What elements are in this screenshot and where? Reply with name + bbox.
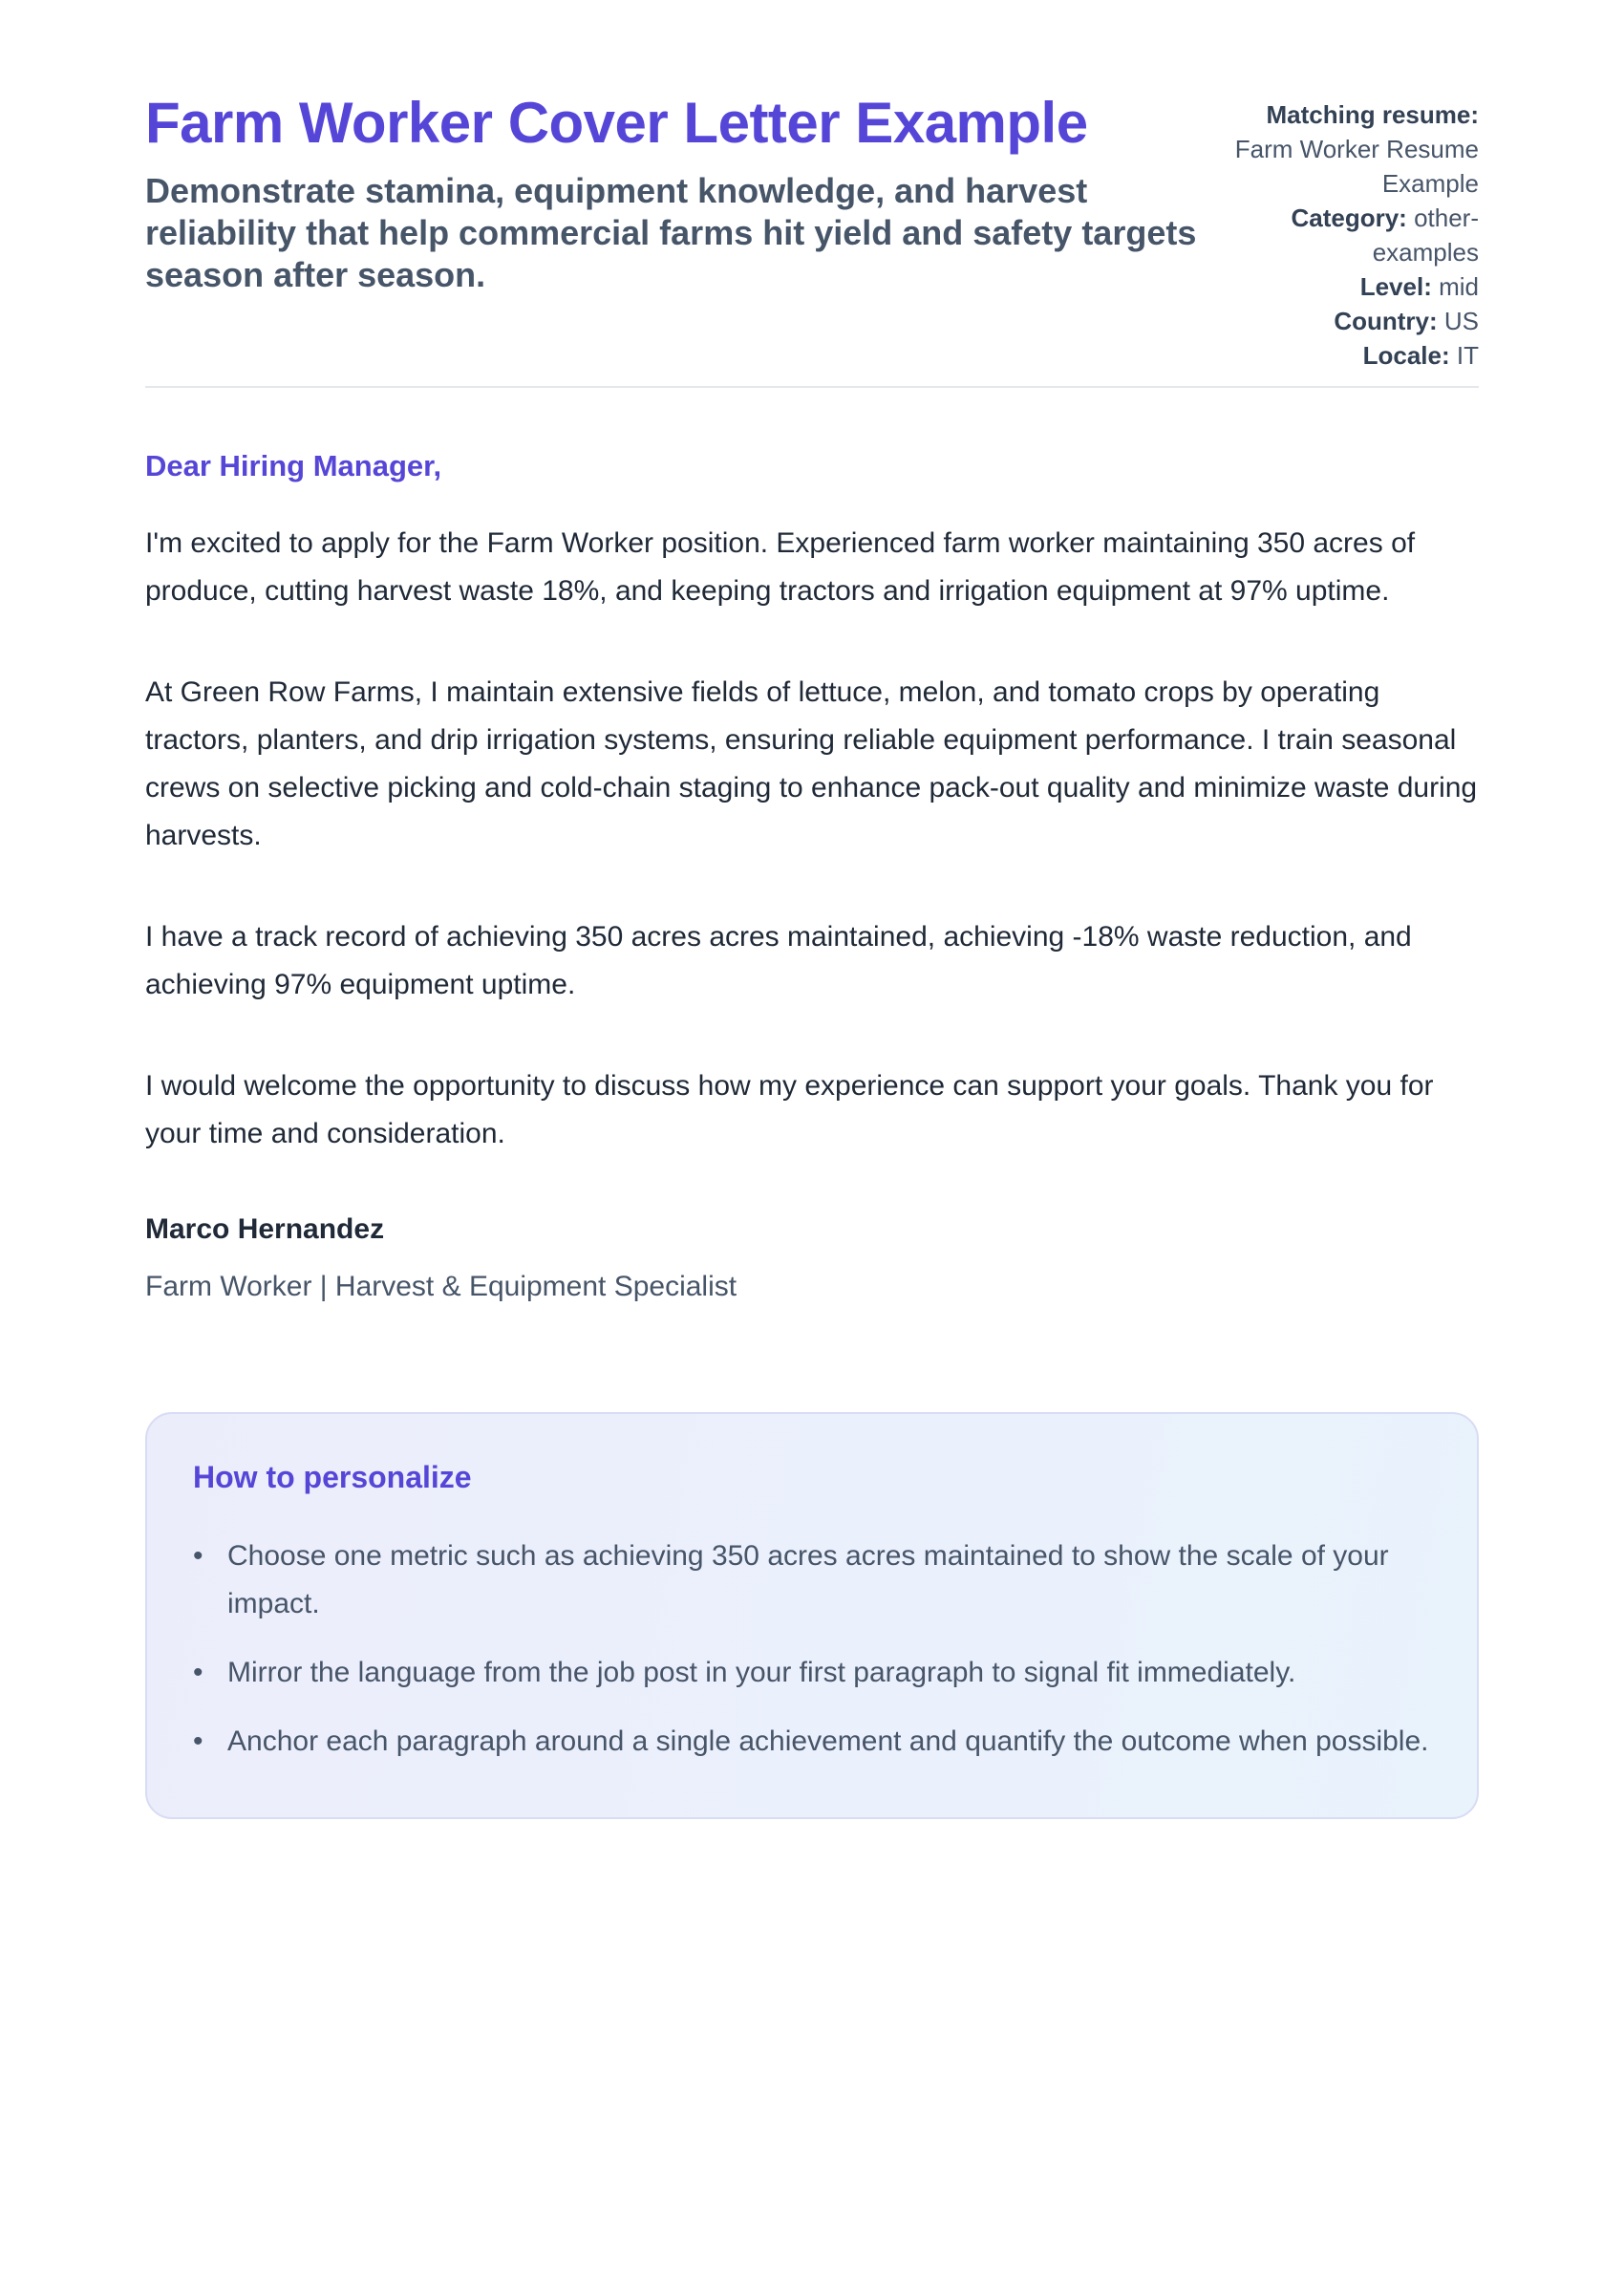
meta-category [1219, 201, 1479, 269]
signature-role: Farm Worker | Harvest & Equipment Specialist [145, 1271, 737, 1302]
meta-value: mid [1439, 272, 1479, 301]
tips-list [193, 1532, 1431, 1766]
meta-label: Category: [1291, 204, 1407, 232]
how-to-personalize-box [145, 1412, 1479, 1819]
letter-body [145, 447, 1479, 1305]
letter-paragraph: I would welcome the opportunity to discuss how my experience can support your goals. Thank you for your time and consideration. [145, 1070, 1434, 1149]
list-item [193, 1532, 1431, 1628]
tip-text: Mirror the language from the job post in your first paragraph to signal fit immediately. [227, 1657, 1296, 1688]
meta-label: Country: [1334, 307, 1438, 335]
letter-paragraph: At Green Row Farms, I maintain extensive fields of lettuce, melon, and tomato crops by operating tractors, planters, and drip irrigation systems, ensuring reliable equipment performance. I train seasonal crews on selective picking and cold-chain staging to enhance pack-out quality and minimize waste during harvests. [145, 676, 1478, 851]
meta-value: Farm Worker Resume Example [1234, 135, 1479, 198]
meta-country [1219, 304, 1479, 338]
meta-label: Matching resume: [1266, 100, 1479, 129]
tip-text: Anchor each paragraph around a single achievement and quantify the outcome when possible. [227, 1725, 1429, 1757]
meta-matching-resume [1219, 97, 1479, 201]
meta-value: other-examples [1372, 204, 1479, 267]
resume-meta-block [1219, 92, 1479, 373]
letter-paragraph: I have a track record of achieving 350 acres acres maintained, achieving -18% waste reduction, and achieving 97% equipment uptime. [145, 921, 1412, 1000]
signature-name: Marco Hernandez [145, 1213, 385, 1245]
header-title-block [145, 92, 1219, 296]
tip-text: Choose one metric such as achieving 350 acres acres maintained to show the scale of your impact. [227, 1540, 1389, 1619]
page-title: Farm Worker Cover Letter Example [145, 91, 1088, 155]
meta-value: IT [1456, 341, 1479, 370]
letter-greeting: Dear Hiring Manager, [145, 449, 442, 482]
bullet-dot-icon: • [193, 1657, 203, 1688]
meta-label: Locale: [1362, 341, 1450, 370]
header-divider [145, 386, 1479, 388]
page-subtitle: Demonstrate stamina, equipment knowledge, and harvest reliability that help commercial farms hit yield and safety targets season after season. [145, 171, 1197, 294]
meta-value: US [1443, 307, 1479, 335]
bullet-dot-icon: • [193, 1540, 203, 1572]
meta-label: Level: [1359, 272, 1432, 301]
list-item [193, 1649, 1431, 1697]
signature-block [145, 1211, 1479, 1305]
tips-heading: How to personalize [193, 1460, 472, 1494]
letter-paragraph: I'm excited to apply for the Farm Worker position. Experienced farm worker maintaining 350 acres of produce, cutting harvest waste 18%, and keeping tractors and irrigation equipment at 97% uptime. [145, 527, 1416, 607]
list-item [193, 1718, 1431, 1766]
page-header [145, 92, 1479, 373]
meta-level [1219, 269, 1479, 304]
meta-locale [1219, 338, 1479, 373]
bullet-dot-icon: • [193, 1725, 203, 1757]
